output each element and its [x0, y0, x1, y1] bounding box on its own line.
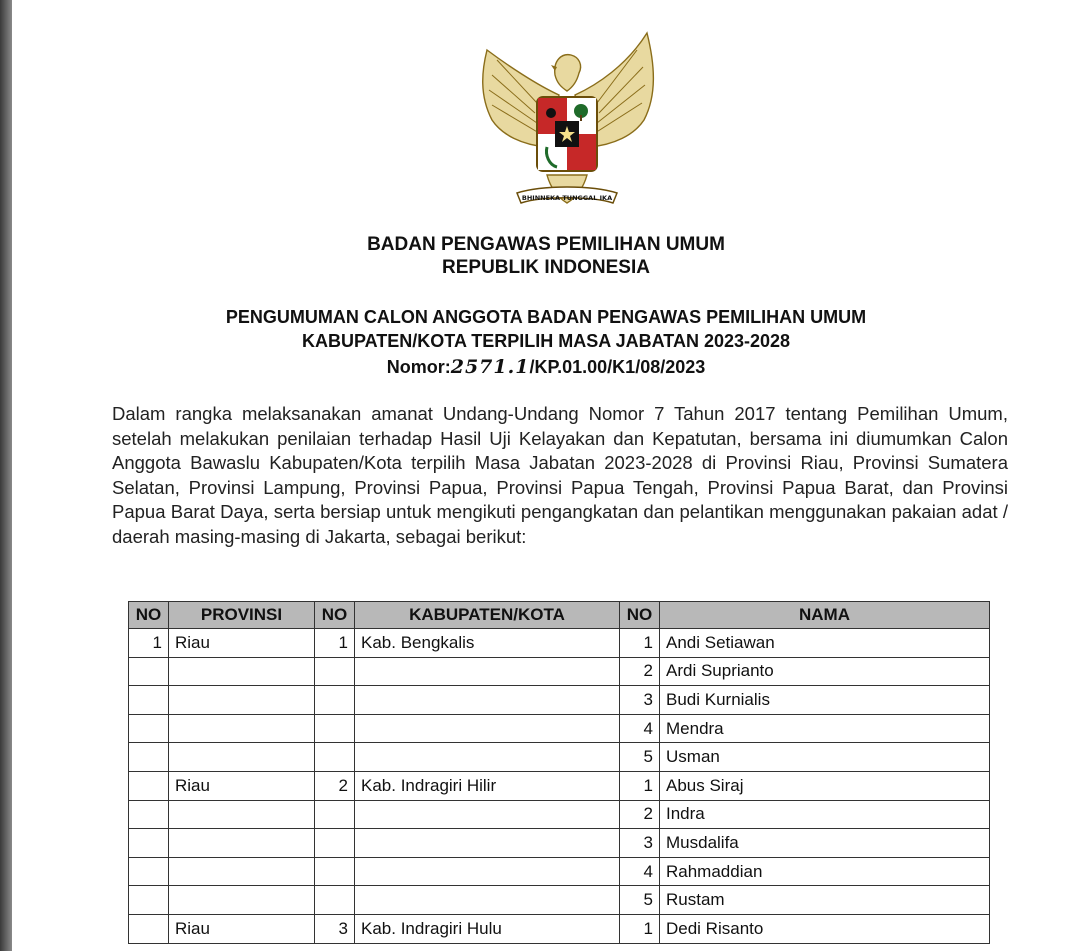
- handwritten-number: 2571.1: [450, 356, 530, 378]
- table-row: [129, 914, 990, 943]
- cell-kabupaten: [355, 857, 620, 886]
- cell-no: 2: [620, 657, 660, 686]
- cell-no: [129, 771, 169, 800]
- cell-no: [315, 714, 355, 743]
- header-no: NO: [129, 602, 169, 629]
- cell-no: 1: [315, 629, 355, 658]
- cell-nama: Andi Setiawan: [660, 629, 990, 658]
- cell-no: [129, 714, 169, 743]
- garuda-pancasila-emblem: [467, 25, 667, 220]
- cell-kabupaten: [355, 829, 620, 858]
- cell-no: 2: [315, 771, 355, 800]
- cell-nama: Musdalifa: [660, 829, 990, 858]
- table-row: [129, 857, 990, 886]
- cell-no: 1: [129, 629, 169, 658]
- cell-no: [315, 857, 355, 886]
- cell-no: 1: [620, 771, 660, 800]
- organization-country: REPUBLIK INDONESIA: [442, 257, 650, 278]
- cell-no: [129, 686, 169, 715]
- cell-provinsi: [169, 714, 315, 743]
- cell-no: [315, 657, 355, 686]
- table-row: [129, 886, 990, 915]
- cell-provinsi: Riau: [169, 914, 315, 943]
- cell-provinsi: [169, 857, 315, 886]
- emblem-motto: BHINNEKA TUNGGAL IKA: [521, 194, 613, 202]
- cell-nama: Mendra: [660, 714, 990, 743]
- cell-no: 3: [315, 914, 355, 943]
- cell-no: 1: [620, 629, 660, 658]
- cell-provinsi: [169, 657, 315, 686]
- cell-kabupaten: Kab. Bengkalis: [355, 629, 620, 658]
- table-row: [129, 829, 990, 858]
- cell-no: [129, 829, 169, 858]
- cell-provinsi: [169, 686, 315, 715]
- cell-no: 3: [620, 829, 660, 858]
- cell-kabupaten: [355, 800, 620, 829]
- cell-nama: Indra: [660, 800, 990, 829]
- table-row: [129, 800, 990, 829]
- cell-provinsi: Riau: [169, 629, 315, 658]
- announcement-number: [12, 356, 1080, 378]
- cell-provinsi: [169, 800, 315, 829]
- cell-provinsi: [169, 743, 315, 772]
- cell-no: 2: [620, 800, 660, 829]
- scan-left-edge: [0, 0, 12, 951]
- cell-provinsi: [169, 829, 315, 858]
- table-row: [129, 743, 990, 772]
- announcement-body: Dalam rangka melaksanakan amanat Undang-Undang Nomor 7 Tahun 2017 tentang Pemilihan Umum, setelah melakukan penilaian terhadap Hasil Uji Kelayakan dan Kepatutan, bersama ini diumumkan Calon Anggota Bawaslu Kabupaten/Kota terpilih Masa Jabatan 2023-2028 di Provinsi Riau, Provinsi Sumatera Selatan, Provinsi Lampung, Provinsi Papua, Provinsi Papua Tengah, Provinsi Papua Barat, dan Provinsi Papua Barat Daya, serta bersiap untuk mengikuti pengangkatan dan pelantikan menggunakan pakaian adat / daerah masing-masing di Jakarta, sebagai berikut:: [112, 403, 1008, 547]
- table-row: [129, 771, 990, 800]
- header-no: NO: [315, 602, 355, 629]
- table-row: [129, 714, 990, 743]
- table-row: [129, 629, 990, 658]
- cell-no: [129, 743, 169, 772]
- cell-nama: Rahmaddian: [660, 857, 990, 886]
- cell-no: [129, 800, 169, 829]
- cell-no: [129, 886, 169, 915]
- cell-nama: Budi Kurnialis: [660, 686, 990, 715]
- cell-no: [129, 657, 169, 686]
- document-page: [12, 0, 1080, 951]
- cell-nama: Usman: [660, 743, 990, 772]
- cell-no: [315, 686, 355, 715]
- cell-no: [129, 857, 169, 886]
- table-row: [129, 657, 990, 686]
- header-no: NO: [620, 602, 660, 629]
- header-provinsi: PROVINSI: [169, 602, 315, 629]
- cell-no: [315, 743, 355, 772]
- cell-no: [129, 914, 169, 943]
- announcement-title-line1: PENGUMUMAN CALON ANGGOTA BADAN PENGAWAS PEMILIHAN UMUM: [225, 307, 867, 327]
- cell-no: [315, 829, 355, 858]
- table-header-row: [129, 602, 990, 629]
- cell-kabupaten: Kab. Indragiri Hilir: [355, 771, 620, 800]
- cell-kabupaten: [355, 657, 620, 686]
- cell-no: [315, 886, 355, 915]
- cell-kabupaten: [355, 886, 620, 915]
- cell-nama: Rustam: [660, 886, 990, 915]
- cell-no: 4: [620, 857, 660, 886]
- cell-provinsi: [169, 886, 315, 915]
- cell-no: 5: [620, 743, 660, 772]
- organization-name: BADAN PENGAWAS PEMILIHAN UMUM: [367, 234, 725, 255]
- cell-nama: Ardi Suprianto: [660, 657, 990, 686]
- announcement-title-line2: KABUPATEN/KOTA TERPILIH MASA JABATAN 2023-2028: [301, 331, 791, 351]
- number-prefix: Nomor:: [386, 357, 451, 377]
- cell-no: [315, 800, 355, 829]
- candidate-table: [128, 601, 990, 944]
- cell-no: 1: [620, 914, 660, 943]
- cell-provinsi: Riau: [169, 771, 315, 800]
- header-kabupaten-kota: KABUPATEN/KOTA: [355, 602, 620, 629]
- cell-kabupaten: [355, 686, 620, 715]
- number-suffix: /KP.01.00/K1/08/2023: [529, 357, 706, 377]
- cell-no: 4: [620, 714, 660, 743]
- cell-kabupaten: [355, 714, 620, 743]
- cell-nama: Dedi Risanto: [660, 914, 990, 943]
- header-nama: NAMA: [660, 602, 990, 629]
- cell-nama: Abus Siraj: [660, 771, 990, 800]
- cell-no: 3: [620, 686, 660, 715]
- cell-no: 5: [620, 886, 660, 915]
- table-row: [129, 686, 990, 715]
- cell-kabupaten: Kab. Indragiri Hulu: [355, 914, 620, 943]
- cell-kabupaten: [355, 743, 620, 772]
